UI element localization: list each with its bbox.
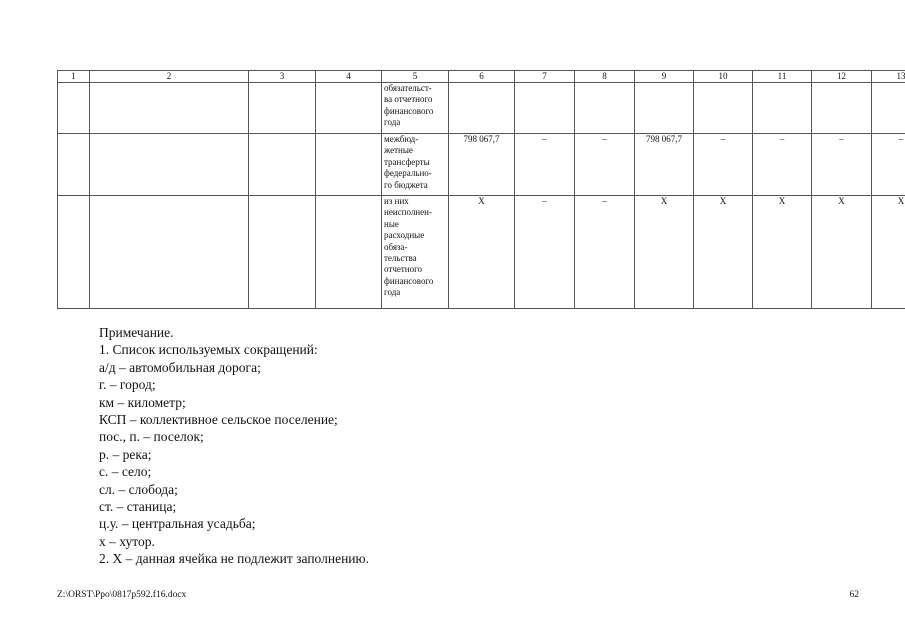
column-number: 4 [316,71,382,83]
note-line: Примечание. [99,325,174,340]
table-cell [58,196,90,309]
description-line: обяза- [384,241,408,252]
description-line: неисполнен- [384,207,432,218]
table-cell: – [753,134,812,196]
description-line: финансового [384,275,434,286]
table-cell [635,83,694,134]
note-line: 2. X – данная ячейка не подлежит заполнению. [99,551,369,567]
table-cell [812,83,872,134]
row-description [382,83,449,134]
table-cell [316,196,382,309]
table-cell [58,83,90,134]
column-number: 10 [694,71,753,83]
note-line: ц.у. – центральная усадьба; [99,516,256,532]
table-cell [449,83,515,134]
table-cell: – [575,134,635,196]
table-row [58,196,905,309]
description-line: федерально- [384,168,432,179]
table-cell [316,134,382,196]
table-cell [872,83,905,134]
table-cell [249,83,316,134]
table-cell [694,83,753,134]
table-cell [90,83,249,134]
notes-section [99,324,369,568]
table-row [58,134,905,196]
table-cell [90,196,249,309]
table-cell: – [812,134,872,196]
note-line: 1. Список используемых сокращений: [99,342,318,358]
table-cell: X [449,196,515,309]
description-line: межбюд- [384,134,419,144]
table-cell [316,83,382,134]
description-line: тельства [384,253,417,264]
description-line: жетные [384,145,413,156]
note-line: х – хутор. [99,533,155,549]
note-line: р. – река; [99,446,152,462]
table-cell [515,83,575,134]
table-cell: X [694,196,753,309]
row-description [382,196,449,309]
column-number: 6 [449,71,515,83]
table-cell: – [515,196,575,309]
column-number: 3 [249,71,316,83]
table-cell [249,196,316,309]
column-number: 11 [753,71,812,83]
note-line: ст. – станица; [99,499,177,515]
table-cell: – [872,134,905,196]
footer-file-path: Z:\ORST\Ppo\0817p592.f16.docx [57,590,187,600]
column-number-row [58,71,905,83]
column-number: 5 [382,71,449,83]
column-number: 9 [635,71,694,83]
table-cell: – [515,134,575,196]
description-line: финансового [384,105,434,116]
table-cell [58,134,90,196]
table-cell: – [694,134,753,196]
footer-page-number: 62 [849,590,859,600]
table-cell: 798 067,7 [449,134,515,196]
column-number: 2 [90,71,249,83]
table-cell [753,83,812,134]
description-line: отчетного [384,264,423,275]
column-number: 8 [575,71,635,83]
table-cell [575,83,635,134]
table-cell: X [753,196,812,309]
column-number: 12 [812,71,872,83]
note-line: с. – село; [99,464,152,480]
note-line: сл. – слобода; [99,481,178,497]
column-number: 1 [58,71,90,83]
table-cell: X [812,196,872,309]
description-line: ные [384,218,399,229]
table-cell: X [635,196,694,309]
table-cell: – [575,196,635,309]
table-row [58,83,905,134]
description-line: трансферты [384,156,430,167]
note-line: г. – город; [99,377,156,393]
row-description [382,134,449,196]
description-line: обязательст- [384,83,432,93]
budget-table [57,70,905,309]
note-line: км – километр; [99,394,186,410]
note-line: пос., п. – поселок; [99,429,204,445]
table-cell: X [872,196,905,309]
note-line: КСП – коллективное сельское поселение; [99,412,338,428]
table-cell [90,134,249,196]
description-line: расходные [384,230,425,241]
description-line: го бюджета [384,179,428,190]
column-number: 13 [872,71,905,83]
note-line: а/д – автомобильная дорога; [99,359,261,375]
column-number: 7 [515,71,575,83]
description-line: года [384,117,401,128]
table-cell: 798 067,7 [635,134,694,196]
description-line: из них [384,196,409,206]
description-line: года [384,287,401,298]
table-cell [249,134,316,196]
description-line: ва отчетного [384,94,433,105]
